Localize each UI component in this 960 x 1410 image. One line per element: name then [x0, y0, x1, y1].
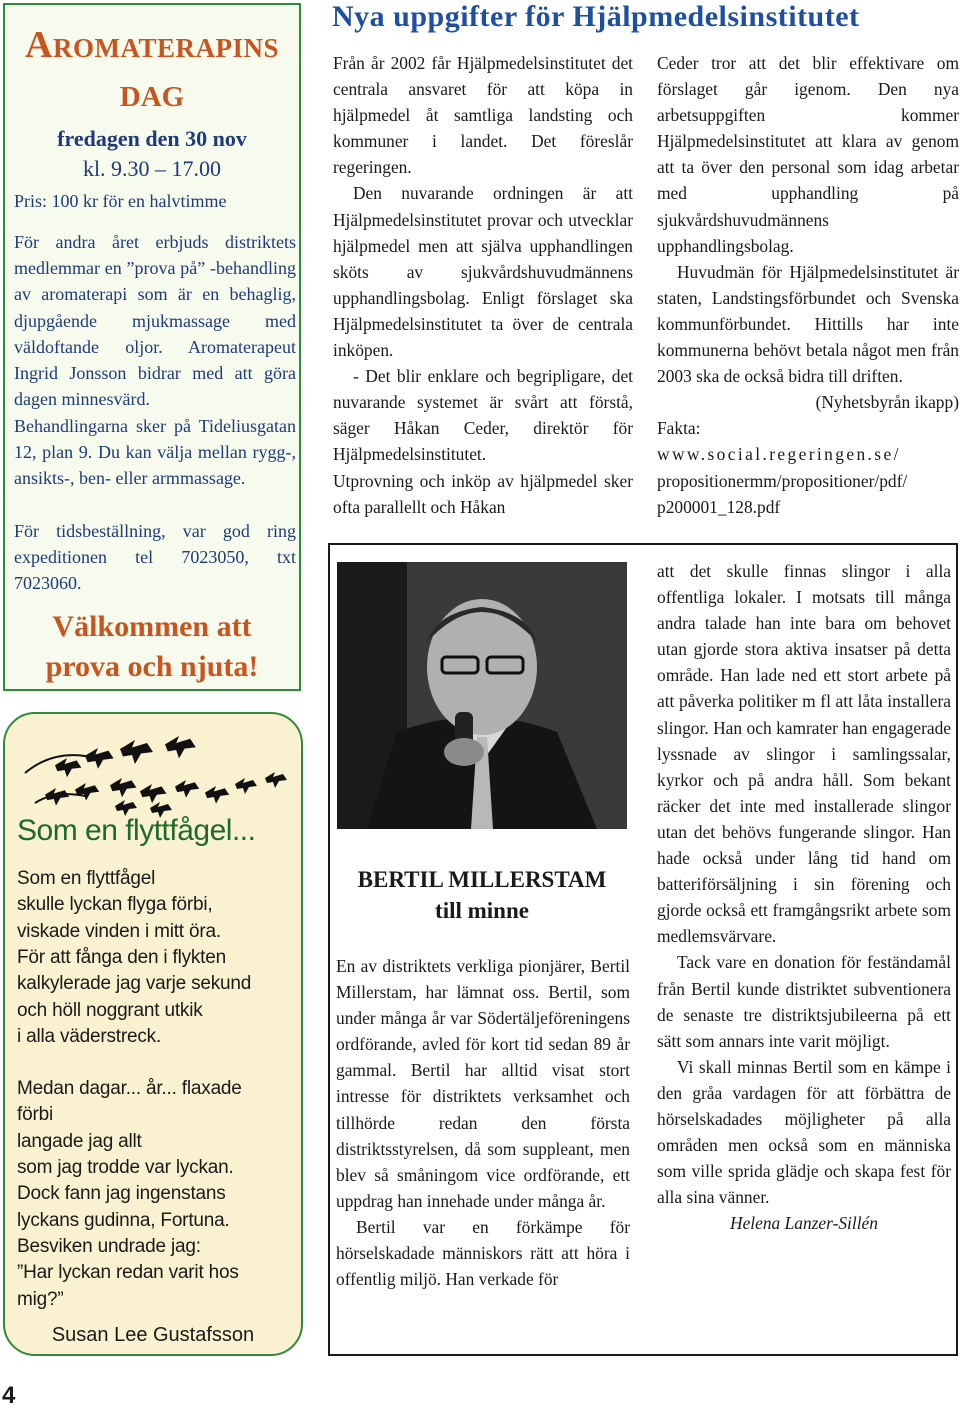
- poem-line: som jag trodde var lyckan.: [17, 1157, 234, 1178]
- aroma-location: Behandlingarna sker på Tideliusgatan 12, plan 9. Du kan välja mellan rygg-, ansikts-, ben- eller armmassage.: [14, 416, 296, 489]
- aroma-booking: För tidsbeställning, var god ring expeditionen tel 7023050, txt 7023060.: [14, 521, 296, 594]
- poem-author: Susan Lee Gustafsson: [51, 1324, 255, 1346]
- poem-line: langade jag allt: [17, 1131, 142, 1152]
- poem-line: ”Har lyckan redan varit hos: [17, 1262, 239, 1283]
- poem-line: och höll noggrant utkik: [17, 1000, 203, 1021]
- facts-link[interactable]: p200001_128.pdf: [657, 496, 781, 517]
- article-paragraph: Huvudmän för Hjälpmedelsinstitutet är staten, Landstingsförbundet och Svenska kommunförbundet. Hittills har inte kommunerna behövt betala något men från 2003 ska de också bidra till driften.: [657, 261, 959, 387]
- poem-line: mig?”: [17, 1289, 64, 1310]
- poem-line: lyckans gudinna, Fortuna.: [17, 1210, 230, 1231]
- aromatherapy-box: [3, 3, 301, 691]
- article-source: (Nyhetsbyrån ikapp): [815, 392, 959, 413]
- obituary-paragraph: Bertil var en förkämpe för hörselskadade människors rätt att höra i offentlig miljö. Han verkade för: [336, 1216, 630, 1290]
- article-paragraph: Ceder tror att det blir effektivare om förslaget går igenom. Den nya arbetsuppgiften kommer Hjälpmedelsinstitutet att klara av genom att ta över den personal som idag arbetar med upphandling på sjukvårdshuvudmännens upphandlingsbolag.: [657, 53, 959, 256]
- facts-link[interactable]: www.social.regeringen.se/: [657, 444, 901, 465]
- article-title: Nya uppgifter för Hjälpmedelsinstitutet: [332, 0, 860, 33]
- poem-line: Medan dagar... år... flaxade: [17, 1078, 242, 1099]
- obituary-paragraph: att det skulle finnas slingor i alla offentliga lokaler. I motsats till många andra talade han inte bara om behovet utan gjorde stora aktiva insatser på detta område. Han lade ned ett stort arbete på att påverka politiker m fl att låta installera slingor. Han och kamrater han engagerade lyssnade av slingor i samlingssalar, kyrkor och på andra håll. Som bekant räcker det inte med installerade slingor utan det behövs fungerande slingor. Han hade också under lång tid hand om batteriförsäljning i sin förening och gjorde också ett framgångsrikt arbete som medlemsvärvare.: [657, 561, 951, 947]
- poem-box: [3, 712, 303, 1356]
- obituary-column-1: [336, 953, 630, 1292]
- flying-birds-icon: [15, 728, 295, 818]
- poem-line: skulle lyckan flyga förbi,: [17, 894, 213, 915]
- page-number: 4: [2, 1382, 16, 1409]
- poem-title: Som en flyttfågel...: [17, 814, 256, 847]
- article-paragraph: - Det blir enklare och begripligare, det nuvarande systemet är svårt att förstå, säger Håkan Ceder, direktör för Hjälpmedelsinstitutet.: [333, 366, 633, 465]
- obituary-paragraph: En av distriktets verkliga pionjärer, Bertil Millerstam, har lämnat oss. Bertil, som under många år var Södertäljeföreningens ordförande, avled för kort tid sedan 89 år gammal. Bertil har alltid visat stort intresse för distriktets verksamhet och tillhörde redan den första distriktsstyrelsen, då som suppleant, men blev så småningom vice ordförande, ett uppdrag han innehade under många år.: [336, 956, 630, 1211]
- poem-line: Dock fann jag ingenstans: [17, 1183, 226, 1204]
- poem-line: Som en flyttfågel: [17, 868, 156, 889]
- article-paragraph: Den nuvarande ordningen är att Hjälpmedelsinstitutet provar och utvecklar hjälpmedel men att själva upphandlingen sköts av sjukvårdshuvudmännens upphandlingsbolag. Enligt förslaget ska Hjälpmedelsinstitutet ta över de centrala inköpen.: [333, 183, 633, 361]
- article-paragraph: Från år 2002 får Hjälpmedelsinstitutet det centrala ansvaret för att köpa in hjälpmedel åt samtliga landsting och kommuner i landet. Det föreslår regeringen.: [333, 53, 633, 178]
- aroma-welcome: Välkommen att prova och njuta!: [45, 610, 259, 683]
- facts-label: Fakta:: [657, 418, 701, 439]
- poem-line: viskade vinden i mitt öra.: [17, 921, 221, 942]
- aroma-title: AROMATERAPINS: [25, 24, 279, 66]
- obituary-signature: Helena Lanzer-Sillén: [730, 1213, 878, 1234]
- aroma-date: fredagen den 30 nov: [57, 126, 247, 151]
- article-paragraph: Utprovning och inköp av hjälpmedel sker ofta parallellt och Håkan: [333, 470, 633, 517]
- facts-link[interactable]: propositionermm/propositioner/pdf/: [657, 470, 908, 491]
- aroma-intro: För andra året erbjuds distriktets medlemmar en ”prova på” -behandling av aromaterapi som är en behaglig, djupgående mjukmassage med väldoftande oljor. Aromaterapeut Ingrid Jonsson bidrar med att göra dagen minnesvärd.: [14, 232, 296, 410]
- poem-line: För att fånga den i flykten: [17, 947, 226, 968]
- obituary-title: BERTIL MILLERSTAM till minne: [357, 867, 607, 923]
- portrait-photo: [337, 562, 627, 829]
- poem-line: i alla väderstreck.: [17, 1026, 162, 1047]
- aroma-time: kl. 9.30 – 17.00: [82, 156, 222, 181]
- poem-line: förbi: [17, 1104, 53, 1125]
- article-column-2: [657, 50, 959, 520]
- article-column-1: [333, 50, 633, 520]
- poem-line: kalkylerade jag varje sekund: [17, 973, 252, 994]
- obituary-paragraph: Tack vare en donation för feständamål från Bertil kunde distriktet subventionera de senaste tre distriktsjubileerna på ett sätt som annars inte varit möjligt.: [657, 952, 951, 1051]
- obituary-column-2: [657, 558, 951, 1236]
- poem-line: Besviken undrade jag:: [17, 1236, 201, 1257]
- obituary-paragraph: Vi skall minnas Bertil som en kämpe i den gråa vardagen för att förbättra de hörselskadades möjligheter på alla områden men också som en människa som ville sprida glädje och skapa fest för alla sina vänner.: [657, 1056, 951, 1208]
- aroma-title-day: DAG: [119, 81, 185, 113]
- aroma-price: Pris: 100 kr för en halvtimme: [14, 191, 227, 211]
- portrait-image-icon: [337, 562, 627, 829]
